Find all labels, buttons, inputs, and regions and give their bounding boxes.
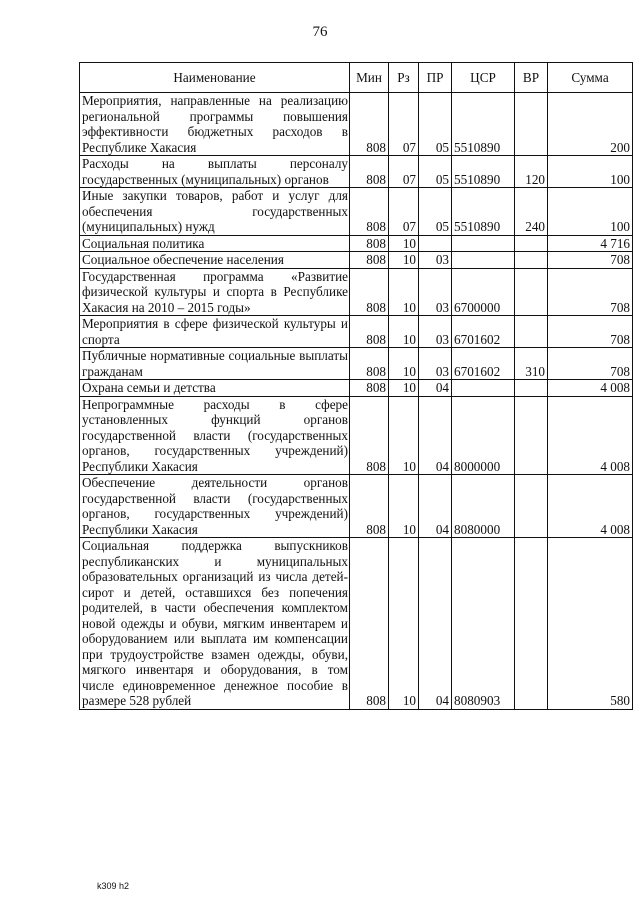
row-vr: 120	[515, 156, 548, 188]
row-sum: 708	[548, 252, 633, 269]
row-rz: 07	[389, 156, 419, 188]
column-header-pr: ПР	[419, 63, 452, 93]
row-pr: 03	[419, 316, 452, 348]
footer-code: k309 h2	[97, 881, 130, 891]
row-min: 808	[350, 188, 389, 236]
row-min: 808	[350, 475, 389, 538]
row-name: Обеспечение деятельности органов государственной власти (государственных органов, государственных учреждений) Республики Хакасия	[80, 475, 350, 538]
table-row	[80, 538, 633, 710]
row-pr: 05	[419, 188, 452, 236]
row-name: Социальная поддержка выпускников республиканских и муниципальных образовательных организаций из числа детей-сирот и детей, оставшихся без попечения родителей, в части обеспечения комплектом новой одежды и обуви, мягким инвентарем и оборудованием или выплата им компенсации при трудоустройстве взамен одежды, обуви, мягкого инвентаря и оборудования, в том числе единовременное денежное пособие в размере 528 рублей	[80, 538, 350, 710]
row-min: 808	[350, 348, 389, 380]
row-vr	[515, 235, 548, 252]
row-name: Охрана семьи и детства	[80, 380, 350, 397]
table-row	[80, 348, 633, 380]
row-sum: 4 716	[548, 235, 633, 252]
row-min: 808	[350, 252, 389, 269]
column-header-sum: Сумма	[548, 63, 633, 93]
page-number: 76	[312, 24, 328, 40]
row-name: Непрограммные расходы в сфере установленных функций органов государственной власти (государственных органов, государственных учреждений) Республики Хакасия	[80, 396, 350, 475]
row-vr	[515, 316, 548, 348]
row-rz: 10	[389, 475, 419, 538]
row-rz: 07	[389, 188, 419, 236]
row-sum: 580	[548, 538, 633, 710]
table-row	[80, 268, 633, 316]
row-rz: 10	[389, 316, 419, 348]
row-name: Иные закупки товаров, работ и услуг для обеспечения государственных (муниципальных) нужд	[80, 188, 350, 236]
row-min: 808	[350, 396, 389, 475]
row-pr: 04	[419, 380, 452, 397]
row-csr: 8080903	[452, 538, 515, 710]
table-row	[80, 156, 633, 188]
row-name: Расходы на выплаты персоналу государственных (муниципальных) органов	[80, 156, 350, 188]
row-vr: 240	[515, 188, 548, 236]
column-header-vr: ВР	[515, 63, 548, 93]
row-sum: 100	[548, 156, 633, 188]
budget-table	[79, 62, 633, 710]
table-row	[80, 316, 633, 348]
row-rz: 10	[389, 252, 419, 269]
row-csr	[452, 252, 515, 269]
table-row	[80, 252, 633, 269]
table-header-row	[80, 63, 633, 93]
row-name: Социальное обеспечение населения	[80, 252, 350, 269]
row-pr: 03	[419, 268, 452, 316]
row-pr: 04	[419, 538, 452, 710]
row-vr	[515, 252, 548, 269]
row-pr: 04	[419, 475, 452, 538]
row-min: 808	[350, 93, 389, 156]
row-vr	[515, 475, 548, 538]
column-header-name: Наименование	[80, 63, 350, 93]
row-vr	[515, 380, 548, 397]
row-csr	[452, 380, 515, 397]
row-csr: 6701602	[452, 348, 515, 380]
row-sum: 4 008	[548, 380, 633, 397]
row-pr	[419, 235, 452, 252]
row-csr: 6700000	[452, 268, 515, 316]
row-name: Мероприятия в сфере физической культуры и спорта	[80, 316, 350, 348]
column-header-min: Мин	[350, 63, 389, 93]
column-header-rz: Рз	[389, 63, 419, 93]
row-rz: 10	[389, 235, 419, 252]
row-csr: 8080000	[452, 475, 515, 538]
row-sum: 708	[548, 268, 633, 316]
row-vr	[515, 93, 548, 156]
row-sum: 708	[548, 316, 633, 348]
row-csr: 6701602	[452, 316, 515, 348]
row-sum: 100	[548, 188, 633, 236]
row-name: Публичные нормативные социальные выплаты гражданам	[80, 348, 350, 380]
row-pr: 03	[419, 348, 452, 380]
row-sum: 708	[548, 348, 633, 380]
row-name: Мероприятия, направленные на реализацию региональной программы повышения эффективности бюджетных расходов в Республике Хакасия	[80, 93, 350, 156]
row-min: 808	[350, 268, 389, 316]
row-sum: 200	[548, 93, 633, 156]
row-sum: 4 008	[548, 475, 633, 538]
row-pr: 05	[419, 93, 452, 156]
row-min: 808	[350, 538, 389, 710]
row-vr: 310	[515, 348, 548, 380]
row-csr: 5510890	[452, 93, 515, 156]
row-rz: 10	[389, 268, 419, 316]
row-pr: 03	[419, 252, 452, 269]
row-min: 808	[350, 316, 389, 348]
row-pr: 04	[419, 396, 452, 475]
table-row	[80, 380, 633, 397]
row-csr	[452, 235, 515, 252]
row-rz: 10	[389, 396, 419, 475]
table-row	[80, 93, 633, 156]
row-rz: 10	[389, 348, 419, 380]
row-pr: 05	[419, 156, 452, 188]
row-min: 808	[350, 380, 389, 397]
row-csr: 5510890	[452, 188, 515, 236]
table-row	[80, 235, 633, 252]
column-header-csr: ЦСР	[452, 63, 515, 93]
row-rz: 10	[389, 538, 419, 710]
row-csr: 5510890	[452, 156, 515, 188]
row-min: 808	[350, 156, 389, 188]
row-vr	[515, 538, 548, 710]
row-name: Социальная политика	[80, 235, 350, 252]
table-row	[80, 475, 633, 538]
table-row	[80, 396, 633, 475]
row-csr: 8000000	[452, 396, 515, 475]
table-row	[80, 188, 633, 236]
row-min: 808	[350, 235, 389, 252]
row-vr	[515, 396, 548, 475]
row-vr	[515, 268, 548, 316]
row-sum: 4 008	[548, 396, 633, 475]
row-name: Государственная программа «Развитие физической культуры и спорта в Республике Хакасия на 2010 – 2015 годы»	[80, 268, 350, 316]
row-rz: 07	[389, 93, 419, 156]
row-rz: 10	[389, 380, 419, 397]
